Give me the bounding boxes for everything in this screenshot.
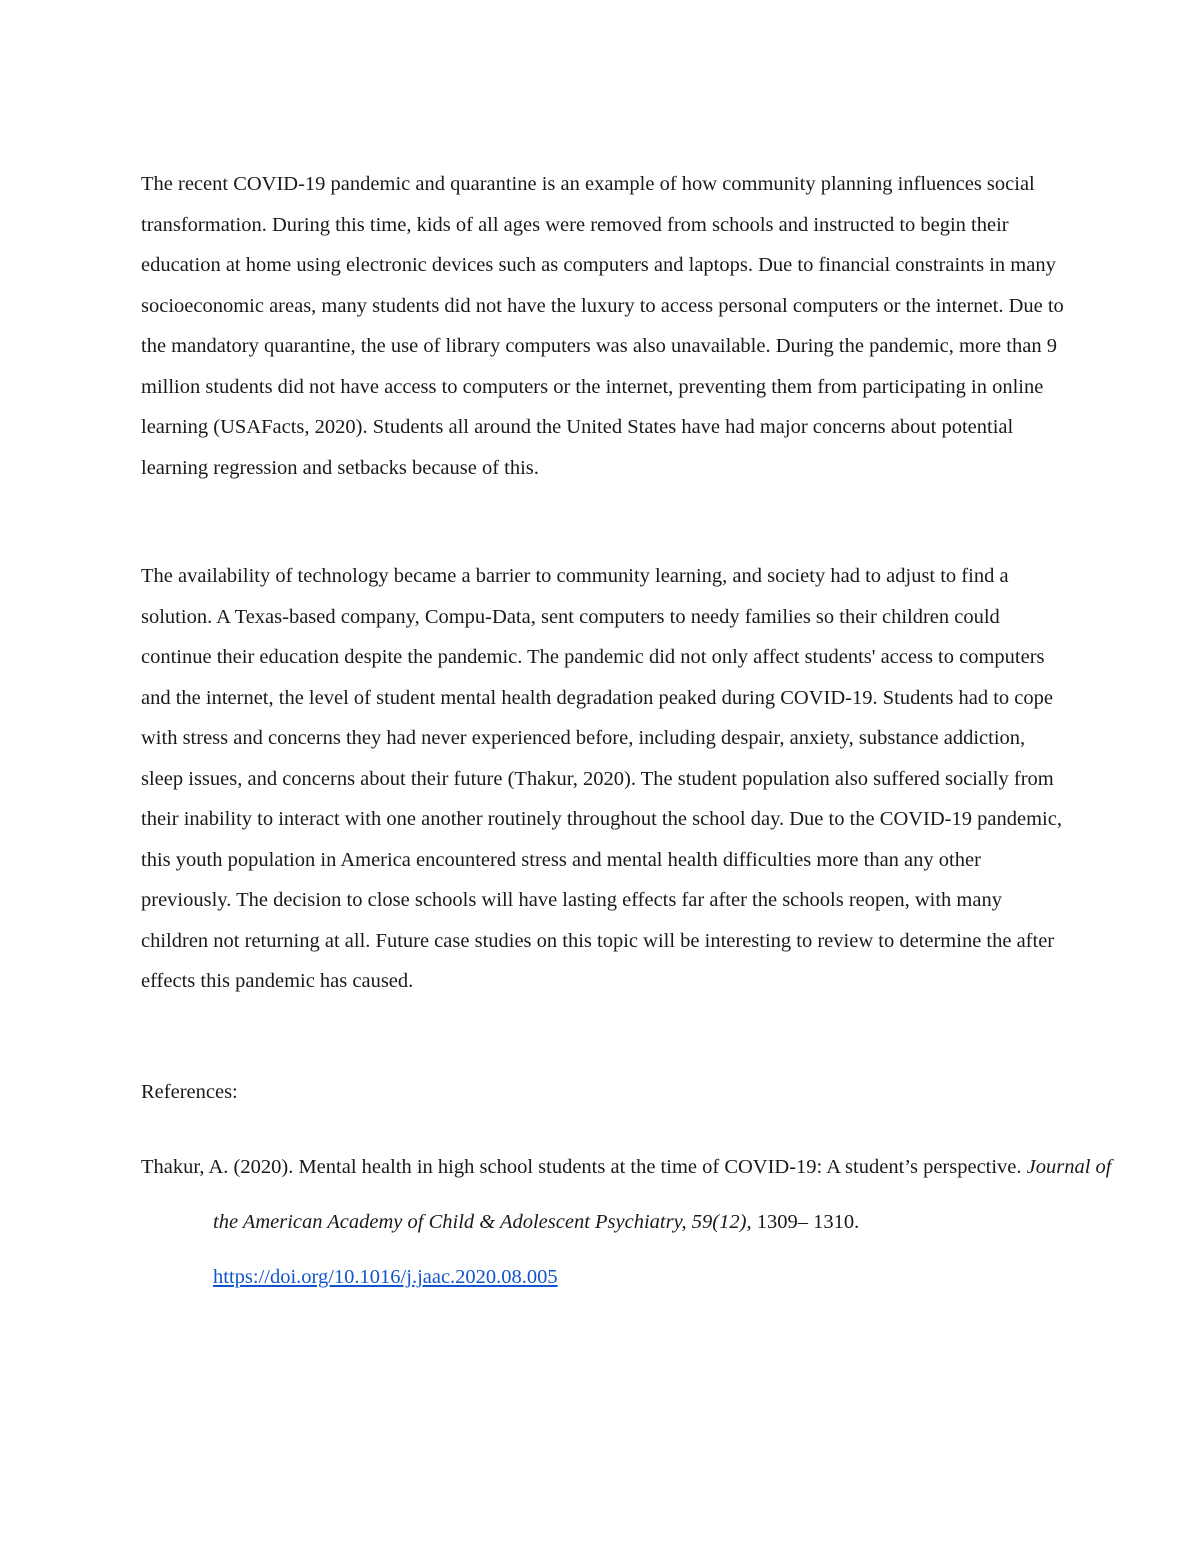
paragraph-technology-barrier: The availability of technology became a barrier to community learning, and society had to adjust to find a solution. A Texas-based company, Compu-Data, sent computers to needy families so their children could continue their education despite the pandemic. The pandemic did not only affect students' access to computers and the internet, the level of student mental health degradation peaked during COVID-19. Students had to cope with stress and concerns they had never experienced before, including despair, anxiety, substance addiction, sleep issues, and concerns about their future (Thakur, 2020). The student population also suffered socially from their inability to interact with one another routinely throughout the school day. Due to the COVID-19 pandemic, this youth population in America encountered stress and mental health difficulties more than any other previously. The decision to close schools will have lasting effects far after the schools reopen, with many children not returning at all. Future case studies on this topic will be interesting to review to determine the after effects this pandemic has caused.	[141, 565, 1062, 992]
paragraph-covid-quarantine: The recent COVID-19 pandemic and quarantine is an example of how community planning influences social transformation. During this time, kids of all ages were removed from schools and instructed to begin their education at home using electronic devices such as computers and laptops. Due to financial constraints in many socioeconomic areas, many students did not have the luxury to access personal computers or the internet. Due to the mandatory quarantine, the use of library computers was also unavailable. During the pandemic, more than 9 million students did not have access to computers or the internet, preventing them from participating in online learning (USAFacts, 2020). Students all around the United States have had major concerns about potential learning regression and setbacks because of this.	[141, 173, 1064, 479]
references-heading: References:	[141, 1081, 238, 1103]
reference-doi-link[interactable]: https://doi.org/10.1016/j.jaac.2020.08.005	[213, 1266, 558, 1288]
reference-pages: 1309– 1310.	[751, 1211, 860, 1233]
reference-journal: Journal of the American Academy of Child & Adolescent Psychiatry, 59(12),	[213, 1156, 1112, 1233]
reference-entry	[141, 1140, 1138, 1305]
reference-lead: Thakur, A. (2020). Mental health in high school students at the time of COVID-19: A student’s perspective.	[141, 1156, 1027, 1178]
